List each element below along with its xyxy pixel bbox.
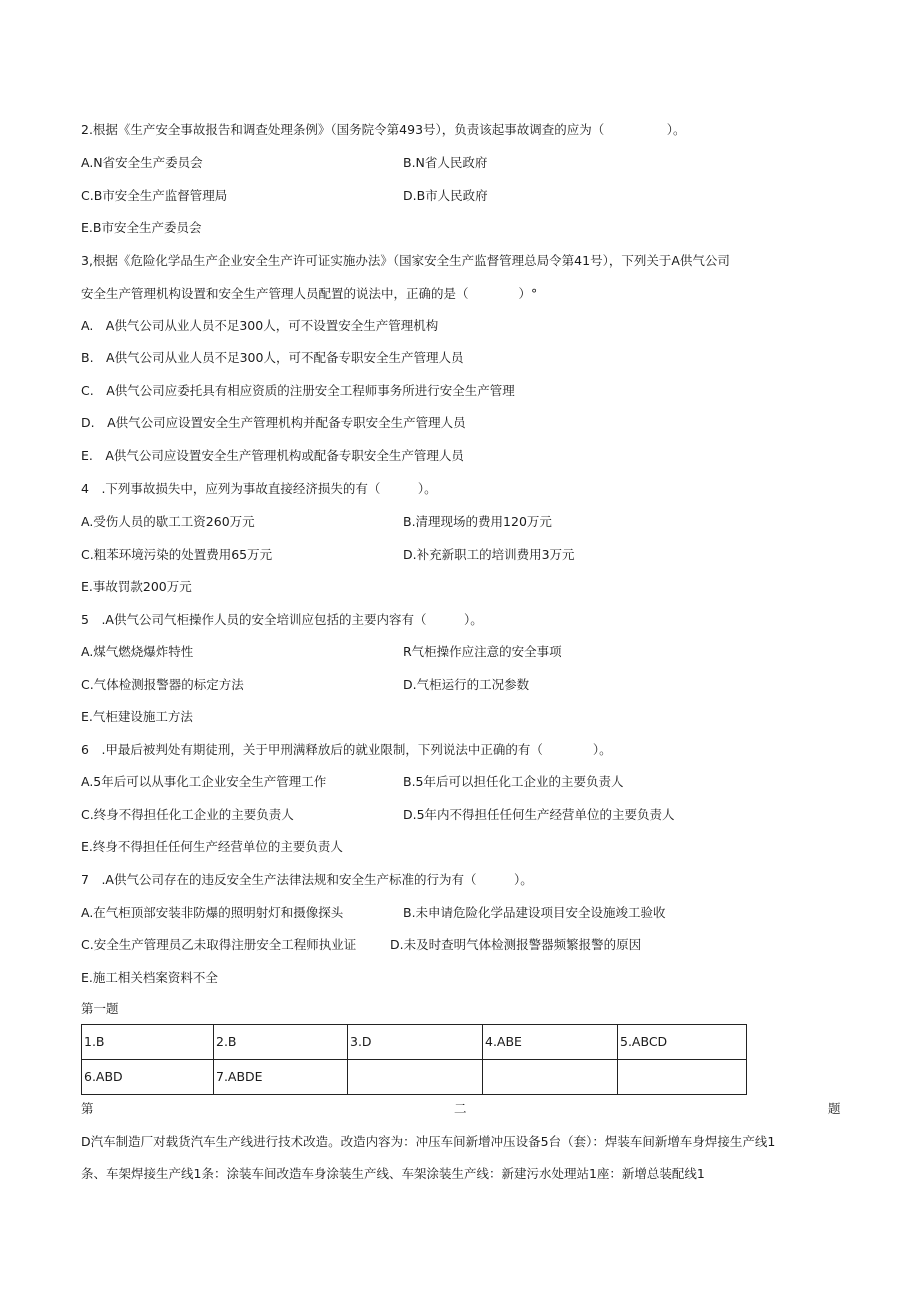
question-4-option-d: D.补充新职工的培训费用3万元 — [403, 547, 575, 562]
question-2-option-b: B.N省人民政府 — [403, 155, 488, 170]
question-2-option-c: C.B市安全生产监督管理局 — [81, 188, 228, 203]
answer-cell: 1.B — [82, 1025, 214, 1060]
section-2-paragraph-line-2: 条、车架焊接生产线1条：涂装车间改造车身涂装生产线、车架涂装生产线：新建污水处理站1座：新增总装配线1 — [81, 1166, 705, 1181]
answer-cell: 4.ABE — [483, 1025, 618, 1060]
answer-cell: 5.ABCD — [618, 1025, 747, 1060]
answer-cell: 6.ABD — [82, 1060, 214, 1095]
question-4-option-c: C.粗苯环境污染的处置费用65万元 — [81, 547, 273, 562]
question-5-option-c: C.气体检测报警器的标定方法 — [81, 677, 244, 692]
question-5-stem: 5 .A供气公司气柜操作人员的安全培训应包括的主要内容有（ ）。 — [81, 612, 483, 627]
question-3-stem-continued: 安全生产管理机构设置和安全生产管理人员配置的说法中，正确的是（ ）° — [81, 286, 538, 301]
section-2-paragraph-line-1: D汽车制造厂对载货汽车生产线进行技术改造。改造内容为：冲压车间新增冲压设备5台（套）：焊装车间新增车身焊接生产线1 — [81, 1134, 776, 1149]
answer-table — [81, 1024, 747, 1095]
question-2-stem: 2.根据《生产安全事故报告和调查处理条例》（国务院令第493号），负责该起事故调查的应为（ ）。 — [81, 122, 686, 137]
question-2-option-e: E.B市安全生产委员会 — [81, 220, 202, 235]
question-6-option-e: E.终身不得担任任何生产经营单位的主要负责人 — [81, 839, 343, 854]
section-2-title-part-3: 题 — [828, 1101, 841, 1116]
question-3-stem: 3,根据《危险化学品生产企业安全生产许可证实施办法》（国家安全生产监督管理总局令第41号），下列关于A供气公司 — [81, 253, 730, 268]
question-5-option-e: E.气柜建设施工方法 — [81, 709, 193, 724]
question-4-stem: 4 .下列事故损失中，应列为事故直接经济损失的有（ ）。 — [81, 481, 437, 496]
section-2-title-part-2: 二 — [454, 1101, 467, 1116]
question-3-option-b: B. A供气公司从业人员不足300人，可不配备专职安全生产管理人员 — [81, 350, 464, 365]
answer-cell: 3.D — [348, 1025, 483, 1060]
question-4-option-a: A.受伤人员的歇工工资260万元 — [81, 514, 255, 529]
question-7-option-d: D.未及时查明气体检测报警器频繁报警的原因 — [390, 937, 642, 952]
question-3-option-a: A. A供气公司从业人员不足300人，可不设置安全生产管理机构 — [81, 318, 439, 333]
question-6-option-b: B.5年后可以担任化工企业的主要负责人 — [403, 774, 624, 789]
question-4-option-b: B.清理现场的费用120万元 — [403, 514, 552, 529]
section-1-label: 第一题 — [81, 1001, 119, 1016]
question-2-option-a: A.N省安全生产委员会 — [81, 155, 203, 170]
answer-cell: 2.B — [214, 1025, 348, 1060]
question-6-option-a: A.5年后可以从事化工企业安全生产管理工作 — [81, 774, 327, 789]
question-5-option-b: R气柜操作应注意的安全事项 — [403, 644, 562, 659]
question-7-stem: 7 .A供气公司存在的违反安全生产法律法规和安全生产标准的行为有（ ）。 — [81, 872, 533, 887]
question-3-option-d: D. A供气公司应设置安全生产管理机构并配备专职安全生产管理人员 — [81, 415, 466, 430]
section-2-title-part-1: 第 — [81, 1101, 94, 1116]
question-7-option-b: B.未申请危险化学品建设项目安全设施竣工验收 — [403, 905, 666, 920]
question-4-option-e: E.事故罚款200万元 — [81, 579, 192, 594]
question-7-option-a: A.在气柜顶部安装非防爆的照明射灯和摄像探头 — [81, 905, 344, 920]
answer-cell — [348, 1060, 483, 1095]
question-3-option-e: E. A供气公司应设置安全生产管理机构或配备专职安全生产管理人员 — [81, 448, 464, 463]
question-7-option-c: C.安全生产管理员乙未取得注册安全工程师执业证 — [81, 937, 357, 952]
table-row — [82, 1060, 747, 1095]
question-7-option-e: E.施工相关档案资料不全 — [81, 970, 218, 985]
question-2-option-d: D.B市人民政府 — [403, 188, 488, 203]
question-5-option-a: A.煤气燃烧爆炸特性 — [81, 644, 194, 659]
answer-cell: 7.ABDE — [214, 1060, 348, 1095]
question-5-option-d: D.气柜运行的工况参数 — [403, 677, 530, 692]
answer-cell — [483, 1060, 618, 1095]
question-6-option-d: D.5年内不得担任任何生产经营单位的主要负责人 — [403, 807, 675, 822]
question-3-option-c: C. A供气公司应委托具有相应资质的注册安全工程师事务所进行安全生产管理 — [81, 383, 515, 398]
answer-cell — [618, 1060, 747, 1095]
table-row — [82, 1025, 747, 1060]
question-6-option-c: C.终身不得担任化工企业的主要负责人 — [81, 807, 294, 822]
question-6-stem: 6 .甲最后被判处有期徒刑，关于甲刑满释放后的就业限制，下列说法中正确的有（ ）。 — [81, 742, 612, 757]
